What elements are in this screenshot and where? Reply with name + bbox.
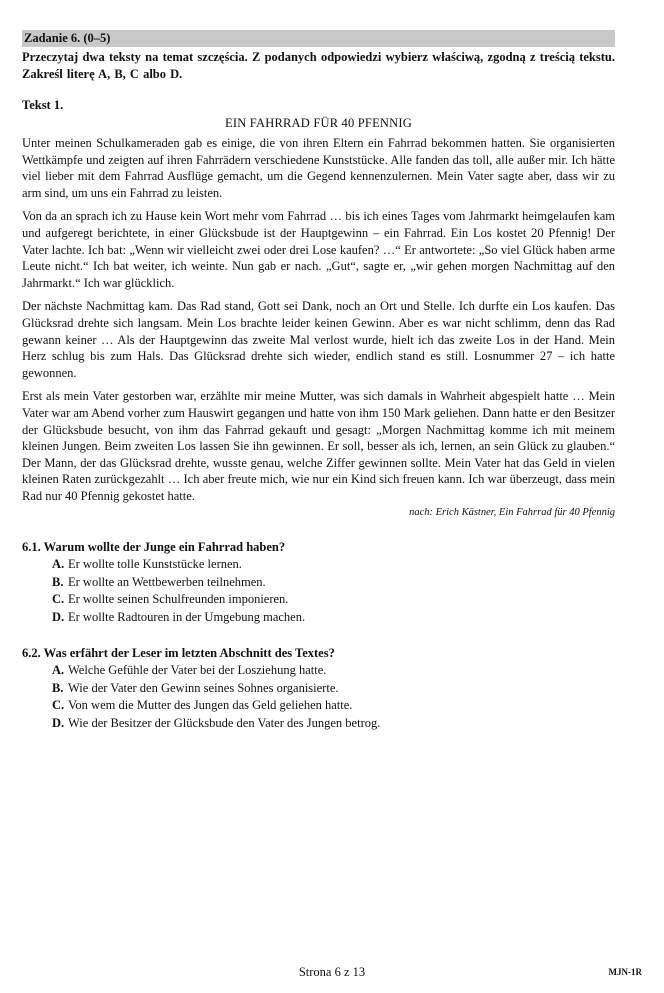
answer-option-d[interactable] <box>52 715 615 733</box>
option-letter: B. <box>52 574 64 589</box>
exam-page <box>22 30 615 732</box>
option-text: Von wem die Mutter des Jungen das Geld geliehen hatte. <box>68 698 353 713</box>
answer-option-a[interactable] <box>52 662 615 680</box>
option-letter: A. <box>52 663 65 678</box>
text-title: EIN FAHRRAD FÜR 40 PFENNIG <box>225 116 412 130</box>
answer-option-a[interactable] <box>52 556 615 574</box>
answer-option-c[interactable] <box>52 697 615 715</box>
option-letter: D. <box>52 715 65 730</box>
answer-option-b[interactable] <box>52 574 615 592</box>
task-instruction: Przeczytaj dwa teksty na temat szczęścia. Z podanych odpowiedzi wybierz właściwą, zgodną z treścią tekstu. Zakreśl literę A, B, C albo D. <box>22 50 615 81</box>
option-text: Welche Gefühle der Vater bei der Losziehung hatte. <box>68 663 327 678</box>
page-footer <box>0 964 664 980</box>
text-paragraph: Von da an sprach ich zu Hause kein Wort mehr vom Fahrrad … bis ich eines Tages vom Jahrmarkt heimgelaufen kam und aufgeregt berichtete, in einer Glücksbude ist der Hauptgewinn – ein Fahrrad. Ein Los kostet 20 Pfennig! Der Vater lachte. Ich bat: „Wenn wir vielleicht zwei oder drei Lose kaufen? …“ Er antwortete: „So viel Glück haben arme Leute nicht.“ Ich bat weiter, ich weinte. Nun gab er nach. „Gut“, sagte er, „wir gehen morgen Nachmittag auf den Jahrmarkt.“ Ich war glücklich. <box>22 209 615 290</box>
option-text: Er wollte Radtouren in der Umgebung machen. <box>68 609 306 624</box>
question-6-1 <box>22 539 615 626</box>
option-text: Wie der Vater den Gewinn seines Sohnes organisierte. <box>68 680 339 695</box>
option-letter: C. <box>52 698 65 713</box>
text-paragraph: Erst als mein Vater gestorben war, erzählte mir meine Mutter, was sich damals in Wahrheit abgespielt hatte … Mein Vater war am Abend vorher zum Hauswirt gegangen und hatte von ihm 150 Mark geliehen. Dann hatte er den Besitzer der Glücksbude besucht, von ihm das Fahrrad gekauft und gesagt: „Morgen Nachmittag komme ich mit meinem kleinen Jungen. Beim zweiten Los lassen Sie ihn gewinnen. Er soll, besser als ich, lernen, an sein Glück zu glauben.“ Der Mann, der das Glücksrad drehte, wusste genau, welche Ziffer gewinnen sollte. Mein Vater hat das Geld in vielen kleinen Raten zurückgezahlt … Ich aber freute mich, wie nur ein Kind sich freuen kann. Ich war überzeugt, dass mein Rad nur 40 Pfennig gekostet hatte. <box>22 389 615 503</box>
text-paragraph: Der nächste Nachmittag kam. Das Rad stand, Gott sei Dank, noch an Ort und Stelle. Ich durfte ein Los kaufen. Das Glücksrad drehte sich langsam. Mein Los brachte leider keinen Gewinn. Aber es war nicht schlimm, denn das Rad gewann keiner … Als der Hauptgewinn das zweite Mal verlost wurde, hielt ich das zweite Los in der Hand. Mein Herz schlug bis zum Hals. Das Glücksrad drehte sich wieder, endlich stand es still. Losnummer 27 – ich hatte gewonnen. <box>22 299 615 380</box>
page-number: Strona 6 z 13 <box>298 965 366 979</box>
option-text: Wie der Besitzer der Glücksbude den Vater des Jungen betrog. <box>68 715 381 730</box>
answer-option-d[interactable] <box>52 609 615 627</box>
option-letter: C. <box>52 592 65 607</box>
answer-option-b[interactable] <box>52 680 615 698</box>
answer-options <box>22 662 615 732</box>
question-title: 6.2. Was erfährt der Leser im letzten Abschnitt des Textes? <box>22 646 335 661</box>
text-label: Tekst 1. <box>22 98 64 112</box>
option-text: Er wollte seinen Schulfreunden imponieren. <box>68 592 289 607</box>
option-text: Er wollte tolle Kunststücke lernen. <box>68 557 242 572</box>
text-source: nach: Erich Kästner, Ein Fahrrad für 40 Pfennig <box>409 507 615 519</box>
task-header: Zadanie 6. (0–5) <box>22 30 615 47</box>
option-letter: D. <box>52 609 65 624</box>
answer-options <box>22 556 615 626</box>
text-paragraph: Unter meinen Schulkameraden gab es einige, die von ihren Eltern ein Fahrrad bekommen hatten. Sie organisierten Wettkämpfe und zeigten auf ihren Fahrrädern verschiedene Kunststücke. Alle fanden das toll, alle außer mir. Ich hätte viel lieber mit dem Fahrrad Ausflüge gemacht, um die Gegend kennenzulernen. Mein Vater sagte aber, dass wir zu arm sind, um uns ein Fahrrad zu leisten. <box>22 136 615 200</box>
question-title: 6.1. Warum wollte der Junge ein Fahrrad haben? <box>22 540 286 555</box>
exam-code: MJN-1R <box>608 967 642 977</box>
option-text: Er wollte an Wettbewerben teilnehmen. <box>68 574 266 589</box>
question-6-2 <box>22 645 615 732</box>
option-letter: A. <box>52 557 65 572</box>
option-letter: B. <box>52 680 64 695</box>
answer-option-c[interactable] <box>52 591 615 609</box>
